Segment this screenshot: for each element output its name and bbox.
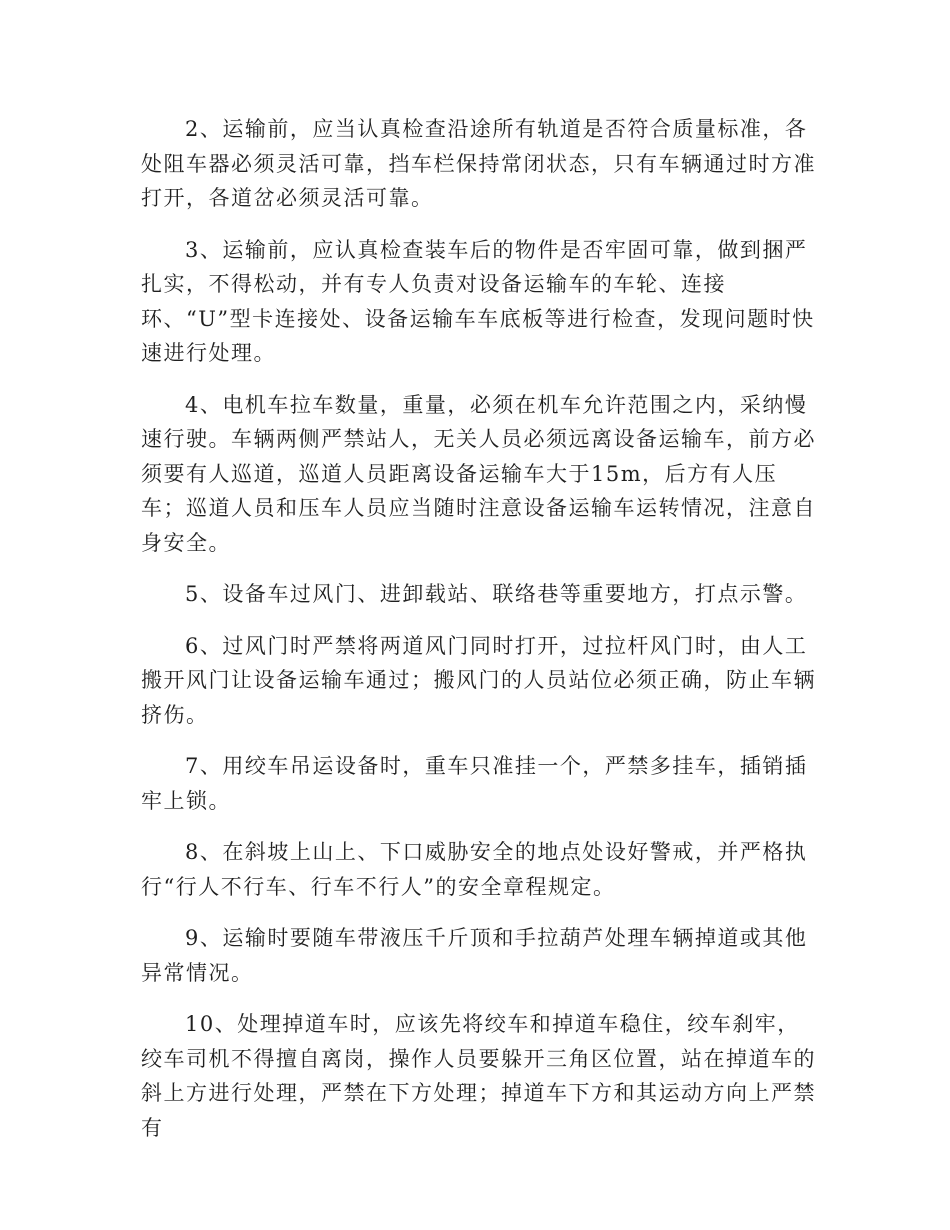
paragraph-3: 3、运输前，应认真检查装车后的物件是否牢固可靠，做到捆严扎实，不得松动，并有专人负责对设备运输车的车轮、连接环、“U”型卡连接处、设备运输车车底板等进行检查，发现问题时快速进行处理。 <box>141 237 815 365</box>
paragraph-9: 9、运输时要随车带液压千斤顶和手拉葫芦处理车辆掉道或其他异常情况。 <box>141 926 808 985</box>
paragraph-4: 4、电机车拉车数量，重量，必须在机车允许范围之内，采纳慢速行驶。车辆两侧严禁站人，无关人员必须远离设备运输车，前方必须要有人巡道，巡道人员距离设备运输车大于15m，后方有人压车；巡道人员和压车人员应当随时注意设备运输车运转情况，注意自身安全。 <box>141 392 816 555</box>
paragraph-10: 10、处理掉道车时，应该先将绞车和掉道车稳住，绞车刹牢，绞车司机不得擅自离岗，操作人员要躲开三角区位置，站在掉道车的斜上方进行处理，严禁在下方处理；掉道车下方和其运动方向上严禁有 <box>141 1012 816 1140</box>
paragraph-7: 7、用绞车吊运设备时，重车只准挂一个，严禁多挂车，插销插牢上锁。 <box>141 754 808 813</box>
paragraph-2: 2、运输前，应当认真检查沿途所有轨道是否符合质量标准，各处阻车器必须灵活可靠，挡车栏保持常闭状态，只有车辆通过时方准打开，各道岔必须灵活可靠。 <box>141 117 816 210</box>
paragraph-5: 5、设备车过风门、进卸载站、联络巷等重要地方，打点示警。 <box>185 582 808 606</box>
paragraph-8: 8、在斜坡上山上、下口威胁安全的地点处设好警戒，并严格执行“行人不行车、行车不行人”的安全章程规定。 <box>141 840 808 899</box>
document-body <box>141 112 821 1162</box>
paragraph-6: 6、过风门时严禁将两道风门同时打开，过拉杆风门时，由人工搬开风门让设备运输车通过；搬风门的人员站位必须正确，防止车辆挤伤。 <box>141 633 816 727</box>
